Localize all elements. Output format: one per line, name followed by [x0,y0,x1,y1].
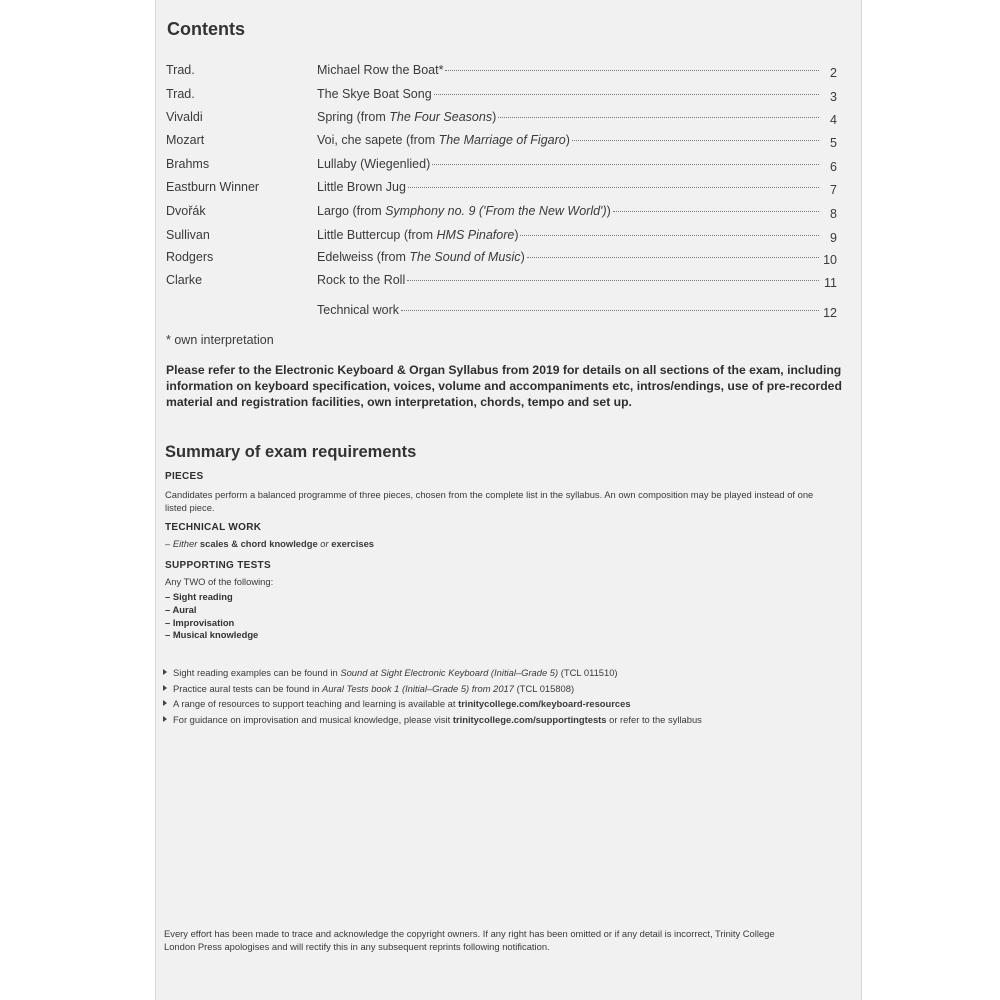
table-row [156,63,863,83]
piece-title: Voi, che sapete (from The Marriage of Figaro) [317,133,570,147]
dot-leader [408,187,819,188]
pieces-heading: PIECES [165,471,204,482]
page-number: 4 [830,113,837,127]
piece-title: Technical work [317,303,399,317]
table-row [156,157,863,177]
page-number: 2 [830,66,837,80]
supporting-tests-list [165,591,258,642]
supporting-tests-intro: Any TWO of the following: [165,576,274,587]
list-item: – Musical knowledge [165,629,259,641]
piece-entry [317,228,837,242]
booklet-page [155,0,862,1000]
dot-leader [572,140,819,141]
page-number: 12 [823,306,837,320]
dot-leader [613,211,819,212]
piece-entry [317,87,837,101]
piece-title: The Skye Boat Song [317,87,432,101]
arrow-bullet-icon [163,716,167,722]
piece-title: Rock to the Roll [317,273,406,287]
table-row [156,133,863,153]
piece-title: Lullaby (Wiegenlied) [317,157,431,171]
dot-leader [434,94,819,95]
piece-entry [317,157,837,171]
dot-leader [432,164,819,165]
page-number: 7 [830,183,837,197]
composer-name: Brahms [166,157,210,171]
composer-name: Mozart [166,133,205,147]
composer-name: Trad. [166,87,195,101]
page-number: 10 [823,253,837,267]
piece-entry [317,273,837,287]
piece-entry [317,133,837,147]
composer-name: Vivaldi [166,110,203,124]
piece-entry [317,110,837,124]
table-row [156,180,863,200]
supporting-tests-link[interactable]: trinitycollege.com/supportingtests [452,714,607,726]
arrow-bullet-icon [163,700,167,706]
resource-item: Practice aural tests can be found in Aural Tests book 1 (Initial–Grade 5) from 2017 (TCL 015808) [163,681,702,697]
dot-leader [498,117,819,118]
list-item: – Improvisation [165,616,235,628]
page-number: 11 [824,276,837,290]
resource-item: A range of resources to support teaching and learning is available at trinitycollege.com/keyboard-resources [163,696,702,712]
piece-title: Michael Row the Boat* [317,63,444,77]
table-row [156,87,863,107]
keyboard-resources-link[interactable]: trinitycollege.com/keyboard-resources [458,698,631,710]
list-item: – Aural [165,603,197,615]
arrow-bullet-icon [163,669,167,675]
table-row [156,204,863,224]
piece-title: Edelweiss (from The Sound of Music) [317,250,525,264]
composer-name: Dvořák [166,204,206,218]
copyright-footer: Every effort has been made to trace and acknowledge the copyright owners. If any right has been omitted or if any detail is incorrect, Trinity College London Press apologises and will rectify this in any subsequent reprints following notification. [164,928,775,952]
piece-entry [317,180,837,194]
piece-title: Little Buttercup (from HMS Pinafore) [317,228,519,242]
contents-title: Contents [167,19,245,39]
resource-item: For guidance on improvisation and musical knowledge, please visit trinitycollege.com/supportingtests or refer to the syllabus [163,712,702,728]
resource-item: Sight reading examples can be found in Sound at Sight Electronic Keyboard (Initial–Grade 5) (TCL 011510) [163,665,702,681]
table-row [156,273,863,293]
piece-entry [317,250,837,264]
page-number: 5 [830,136,837,150]
resources-list [163,665,702,728]
composer-name: Rodgers [166,250,214,264]
syllabus-intro: Please refer to the Electronic Keyboard & Organ Syllabus from 2019 for details on all sections of the exam, including information on keyboard specification, voices, volume and accompaniments etc, intros/endings, use of pre-recorded material and registration facilities, own interpretation, chords, tempo and set up. [166,363,842,409]
page-number: 8 [830,207,837,221]
piece-entry [317,63,837,77]
dot-leader [527,257,819,258]
table-row [156,110,863,130]
piece-entry [317,303,837,317]
dot-leader [520,235,819,236]
table-row [156,250,863,270]
composer-name: Sullivan [166,228,210,242]
page-number: 6 [830,160,837,174]
page-number: 3 [830,90,837,104]
composer-name: Trad. [166,63,195,77]
supporting-tests-heading: SUPPORTING TESTS [165,560,271,571]
arrow-bullet-icon [163,685,167,691]
own-interpretation-note: * own interpretation [166,333,274,347]
technical-work-text: – Either scales & chord knowledge or exercises [165,538,374,549]
summary-title: Summary of exam requirements [165,443,417,461]
table-row [156,303,863,323]
piece-title: Spring (from The Four Seasons) [317,110,497,124]
page-number: 9 [830,231,837,245]
dot-leader [407,280,819,281]
dot-leader [445,70,819,71]
pieces-text: Candidates perform a balanced programme of three pieces, chosen from the complete list in the syllabus. An own composition may be played instead of one listed piece. [165,489,814,513]
piece-title: Largo (from Symphony no. 9 ('From the New World')) [317,204,611,218]
composer-name: Clarke [166,273,203,287]
technical-work-heading: TECHNICAL WORK [165,522,262,533]
table-row [156,228,863,248]
piece-title: Little Brown Jug [317,180,406,194]
list-item: – Sight reading [165,591,233,602]
composer-name: Eastburn Winner [166,180,260,194]
dot-leader [401,310,819,311]
piece-entry [317,204,837,218]
